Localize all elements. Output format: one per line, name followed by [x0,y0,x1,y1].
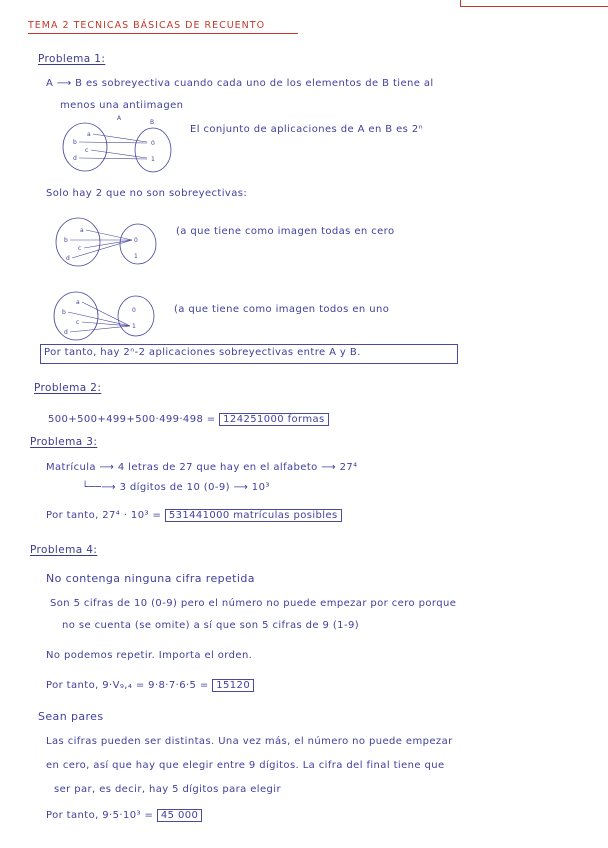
set-b-ellipse [135,128,171,172]
problem4-a-result-prefix: Por tanto, 9·V₉,₄ = 9·8·7·6·5 = [46,680,209,691]
problem4-a-line3: No podemos repetir. Importa el orden. [46,650,253,661]
svg-text:d: d [66,255,70,262]
problem2-heading: Problema 2: [34,382,102,394]
svg-text:b: b [62,309,66,316]
problem4-sub-a: No contenga ninguna cifra repetida [46,572,255,585]
problem4-b-line2: en cero, así que hay que elegir entre 9 dígitos. La cifra del final tiene que [46,760,445,771]
sets-diagram-1 [55,112,175,174]
svg-text:0: 0 [134,237,138,244]
svg-text:a: a [76,299,80,306]
set-a-label: A [117,115,122,122]
problem2-expr: 500+500+499+500·499·498 = [48,414,216,425]
problem2-expression [48,414,329,425]
problem1-heading: Problema 1: [38,53,106,65]
problem4-b-result-prefix: Por tanto, 9·5·10³ = [46,810,154,821]
problem4-b-result-line [46,810,202,821]
problem3-heading: Problema 3: [30,436,98,448]
svg-text:a: a [80,227,84,234]
problem1-line2: menos una antiimagen [60,100,184,111]
problem3-line2: └──⟶ 3 dígitos de 10 (0-9) ⟶ 10³ [82,482,270,493]
problem4-heading: Problema 4: [30,544,98,556]
problem3-result-prefix: Por tanto, 27⁴ · 10³ = [46,510,162,521]
svg-text:b: b [64,237,68,244]
svg-text:c: c [78,245,82,252]
svg-text:1: 1 [132,323,136,330]
problem1-conclusion: Por tanto, hay 2ⁿ-2 aplicaciones sobreyectivas entre A y B. [44,347,361,358]
svg-text:0: 0 [132,307,136,314]
svg-text:d: d [64,329,68,336]
page-title: TEMA 2 TECNICAS BÁSICAS DE RECUENTO [28,20,266,31]
problem1-line1: A ⟶ B es sobreyectiva cuando cada uno de los elementos de B tiene al [46,78,434,89]
set-b-label: B [150,119,155,126]
problem4-a-result: 15120 [212,679,254,692]
elem-b: b [73,139,77,146]
sets-diagram-zero [50,214,160,270]
problem4-a-line2: no se cuenta (se omite) a sí que son 5 cifras de 9 (1-9) [62,620,360,631]
elem-d: d [73,155,77,162]
sets-diagram-one [48,288,158,344]
elem-0: 0 [151,140,155,147]
problem4-a-line1: Son 5 cifras de 10 (0-9) pero el número no puede empezar por cero porque [50,598,457,609]
author-box [460,0,608,7]
elem-a: a [87,131,91,138]
problem4-b-line3: ser par, es decir, hay 5 dígitos para elegir [54,784,281,795]
problem4-b-line1: Las cifras pueden ser distintas. Una vez más, el número no puede empezar [46,736,453,747]
elem-1: 1 [151,156,155,163]
plate-label: Matrícula [46,462,96,473]
problem3-line1 [46,462,358,473]
all-zero-text: (a que tiene como imagen todas en cero [176,226,395,237]
problem4-a-result-line [46,680,254,691]
svg-text:1: 1 [134,253,138,260]
all-one-text: (a que tiene como imagen todos en uno [174,304,390,315]
problem3-result: 531441000 matrículas posibles [165,509,342,522]
applications-text: El conjunto de aplicaciones de A en B es 2ⁿ [190,124,424,135]
problem3-result-line [46,510,342,521]
only-two-text: Solo hay 2 que no son sobreyectivas: [46,188,248,199]
title-underline [28,33,298,34]
problem4-b-result: 45 000 [157,809,202,822]
problem2-result: 124251000 formas [219,413,329,426]
problem4-sub-b: Sean pares [38,710,104,723]
elem-c: c [85,147,89,154]
plate-letters: ⟶ 4 letras de 27 que hay en el alfabeto ⟶ 27⁴ [99,462,358,473]
svg-text:c: c [76,319,80,326]
